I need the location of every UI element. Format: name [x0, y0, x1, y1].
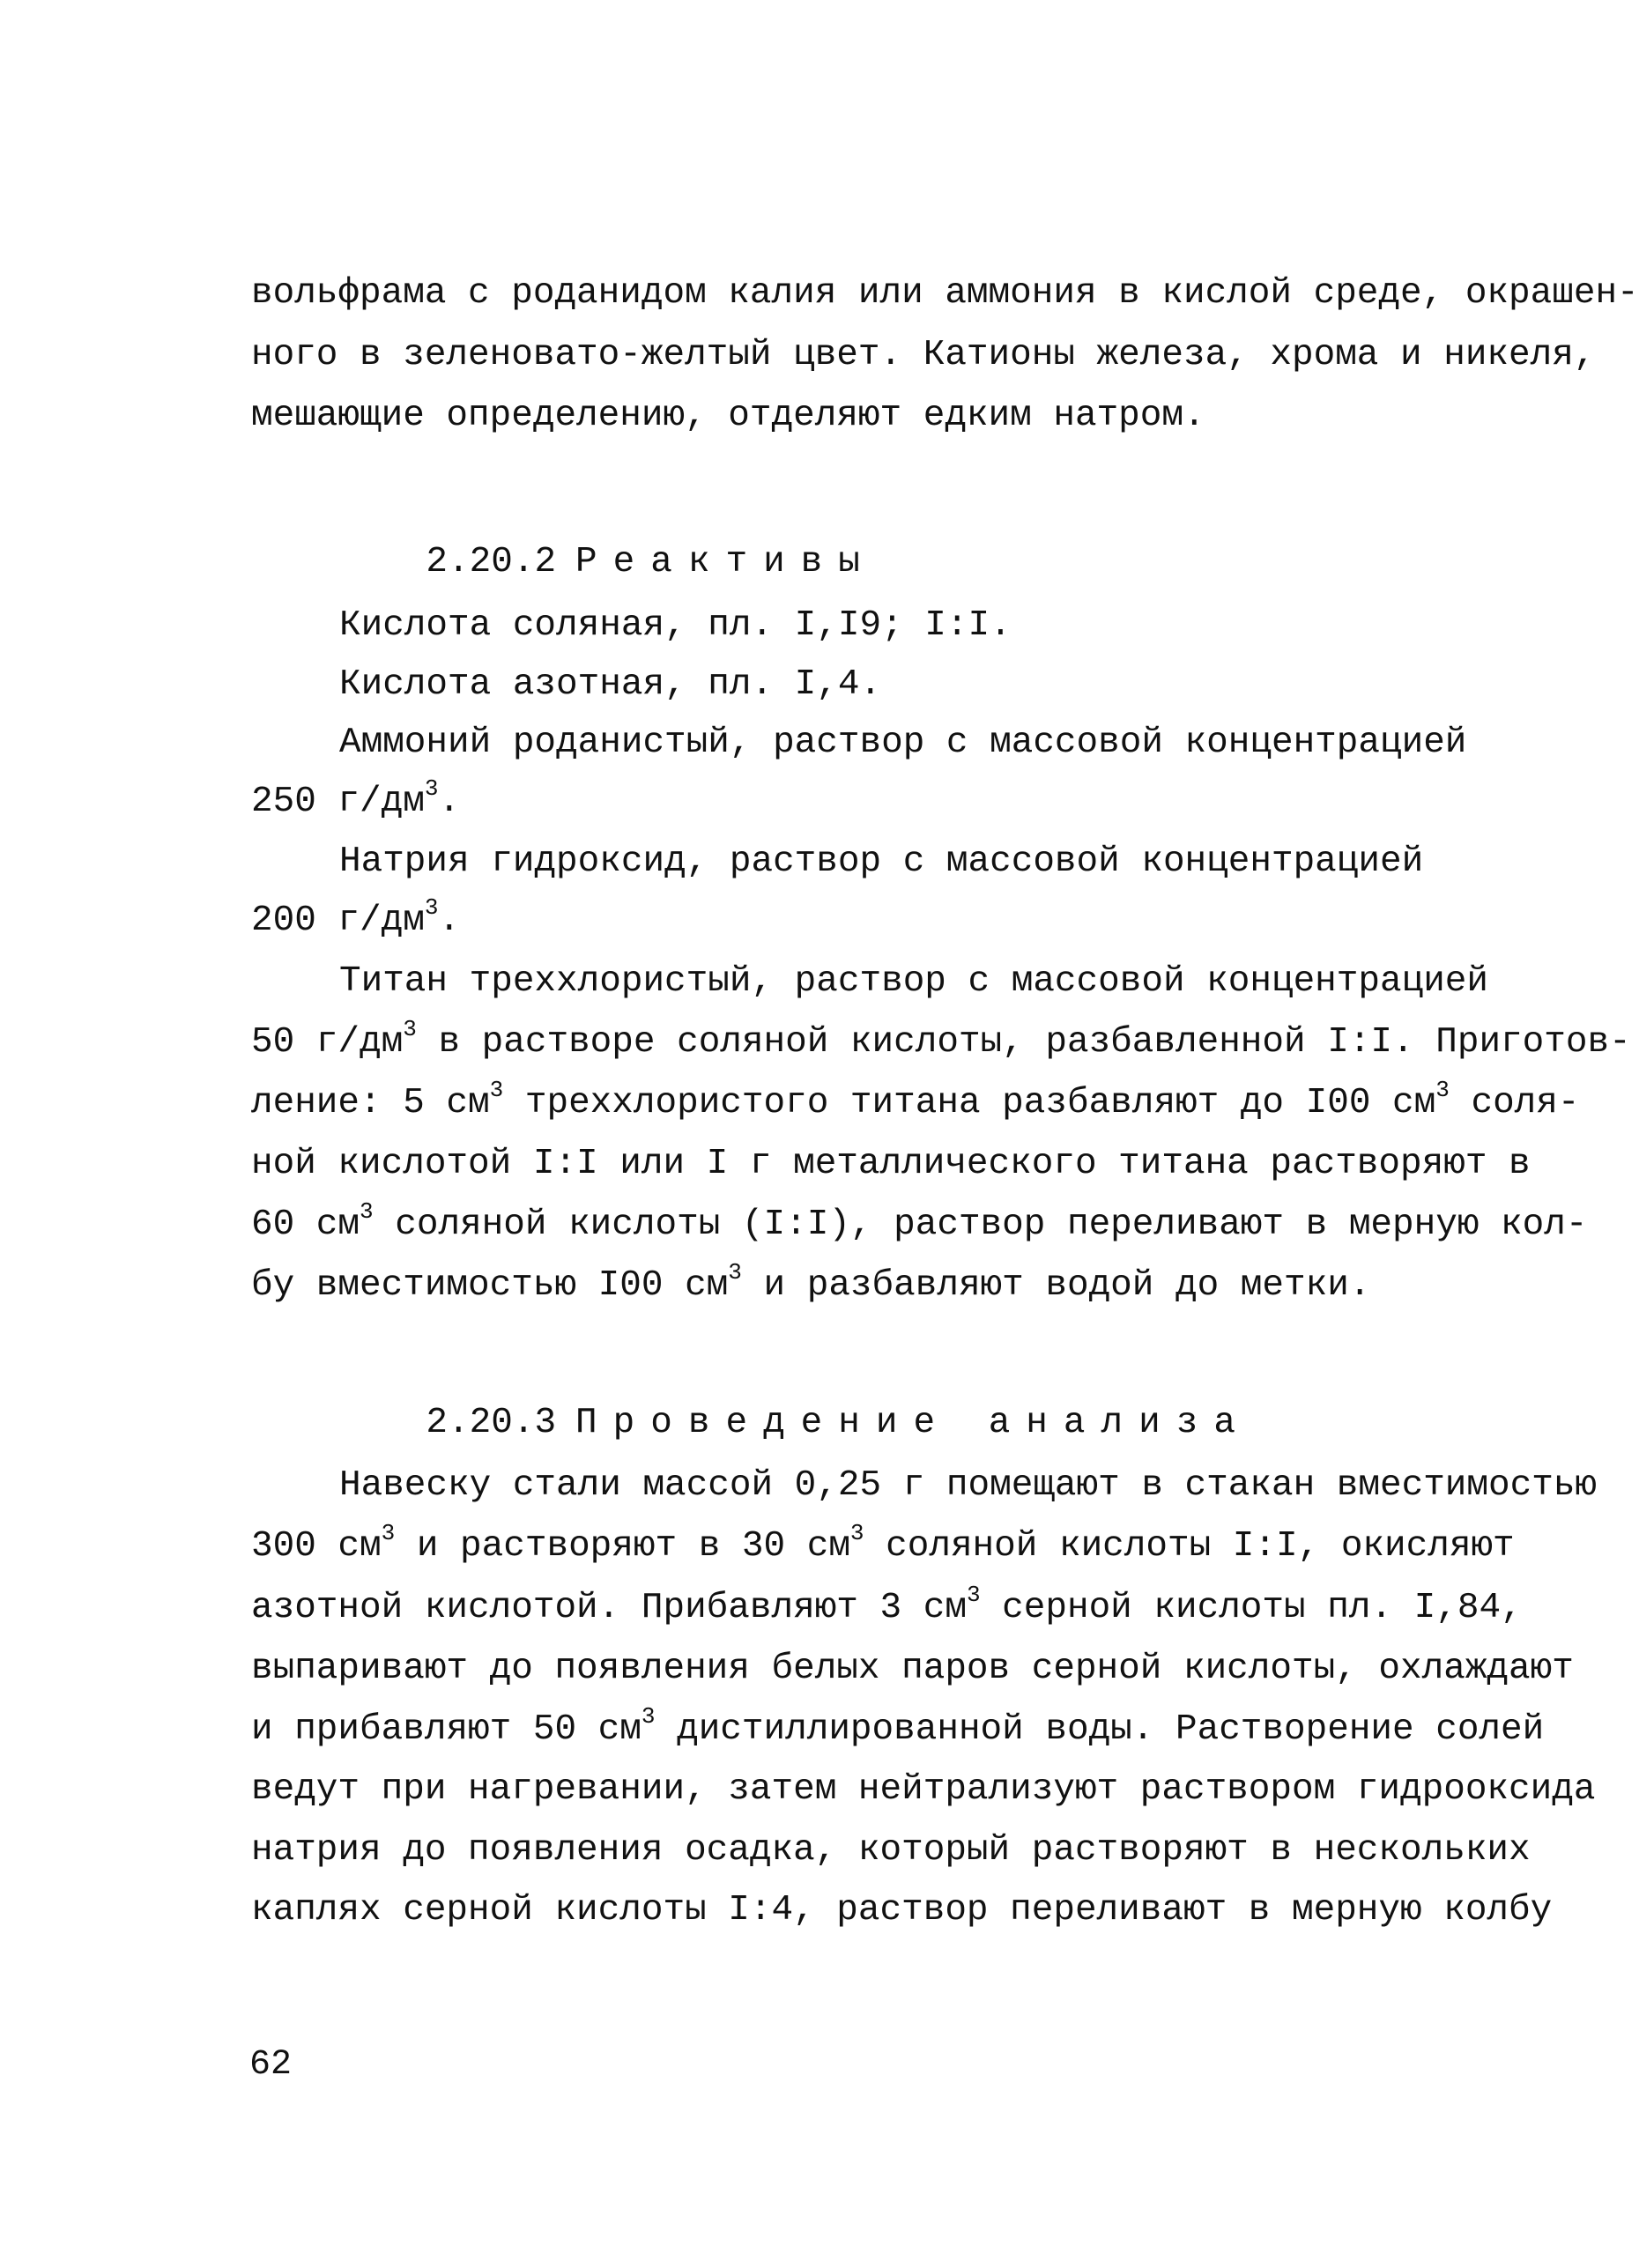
text-run: бу вместимостью I00 см	[251, 1265, 729, 1306]
reagent-hcl: Кислота соляная, пл. I,I9; I:I.	[339, 605, 1012, 646]
text-run: и растворяют в 30 см	[395, 1526, 850, 1567]
text-run: соля-	[1449, 1083, 1580, 1123]
reagent-ticl3-line-2	[251, 1016, 1631, 1064]
text-run: в растворе соляной кислоты, разбавленной I:I. Приготов-	[416, 1022, 1631, 1063]
analysis-line-4: выпаривают до появления белых паров серной кислоты, охлаждают	[251, 1649, 1574, 1689]
analysis-line-1: Навеску стали массой 0,25 г помещают в стакан вместимостью	[339, 1465, 1598, 1506]
reagent-nh4scn-line-2: 250 $г/дм^3$.	[251, 775, 461, 822]
reagent-ticl3-line-1: Титан треххлористый, раствор с массовой концентрацией	[339, 961, 1489, 1002]
superscript: 3	[360, 1198, 374, 1225]
superscript: 3	[424, 775, 439, 802]
analysis-line-7: натрия до появления осадка, который растворяют в нескольких	[251, 1830, 1531, 1871]
superscript: 3	[424, 894, 439, 921]
reagent-ticl3-line-6	[251, 1259, 1371, 1308]
text-run: соляной кислоты I:I, окисляют	[864, 1526, 1515, 1567]
page-number: 62	[249, 2045, 293, 2085]
superscript: 3	[849, 1520, 864, 1546]
text-run: азотной кислотой. Прибавляют 3 см	[251, 1588, 967, 1628]
intro-line-1: вольфрама с роданидом калия или аммония в кислой среде, окрашен-	[251, 273, 1639, 314]
text-run: соляной кислоты (I:I), раствор переливают в мерную кол-	[373, 1204, 1588, 1245]
reagent-ticl3-line-4: ной кислотой I:I или I г металлического титана растворяют в	[251, 1144, 1531, 1184]
text-run: серной кислоты пл. I,84,	[980, 1588, 1523, 1628]
section-title: Проведение анализа	[575, 1403, 1251, 1443]
section-number: 2.20.3	[426, 1403, 557, 1443]
superscript: 3	[641, 1703, 656, 1730]
reagent-ticl3-line-5	[251, 1198, 1588, 1247]
reagent-nh4scn-line-1: Аммоний роданистый, раствор с массовой концентрацией	[339, 723, 1467, 763]
section-number: 2.20.2	[426, 542, 557, 582]
text-run: и прибавляют 50 см	[251, 1709, 642, 1750]
text-run: 60 см	[251, 1204, 360, 1245]
intro-line-3: мешающие определению, отделяют едким натром.	[251, 396, 1205, 436]
reagent-naoh-line-1: Натрия гидроксид, раствор с массовой концентрацией	[339, 841, 1424, 882]
reagent-hno3: Кислота азотная, пл. I,4.	[339, 664, 882, 705]
reagent-naoh-line-2: 200 $г/дм^3$.	[251, 894, 461, 941]
superscript: 3	[728, 1259, 742, 1286]
superscript: 3	[403, 1016, 417, 1042]
superscript: 3	[966, 1582, 981, 1608]
text-run: и разбавляют водой до метки.	[741, 1265, 1371, 1306]
analysis-line-5	[251, 1703, 1545, 1752]
intro-line-2: ного в зеленовато-желтый цвет. Катионы железа, хрома и никеля,	[251, 335, 1596, 375]
text-run: дистиллированной воды. Растворение солей	[655, 1709, 1545, 1750]
text-run: 250 г/дм	[251, 782, 425, 822]
reagent-ticl3-line-3	[251, 1077, 1580, 1125]
text-run: 300 см	[251, 1526, 382, 1567]
text-run: 50 г/дм	[251, 1022, 404, 1063]
analysis-line-2	[251, 1520, 1515, 1568]
section-title: Реактивы	[575, 542, 876, 582]
analysis-line-3	[251, 1582, 1523, 1630]
analysis-line-6: ведут при нагревании, затем нейтрализуют раствором гидрооксида	[251, 1769, 1596, 1810]
text-run: 200 г/дм	[251, 901, 425, 941]
analysis-line-8: каплях серной кислоты I:4, раствор переливают в мерную колбу	[251, 1890, 1553, 1931]
text-run: ление: 5 см	[251, 1083, 490, 1123]
superscript: 3	[489, 1077, 504, 1103]
superscript: 3	[1435, 1077, 1450, 1103]
superscript: 3	[381, 1520, 396, 1546]
text-run: треххлористого титана разбавляют до I00 см	[503, 1083, 1436, 1123]
